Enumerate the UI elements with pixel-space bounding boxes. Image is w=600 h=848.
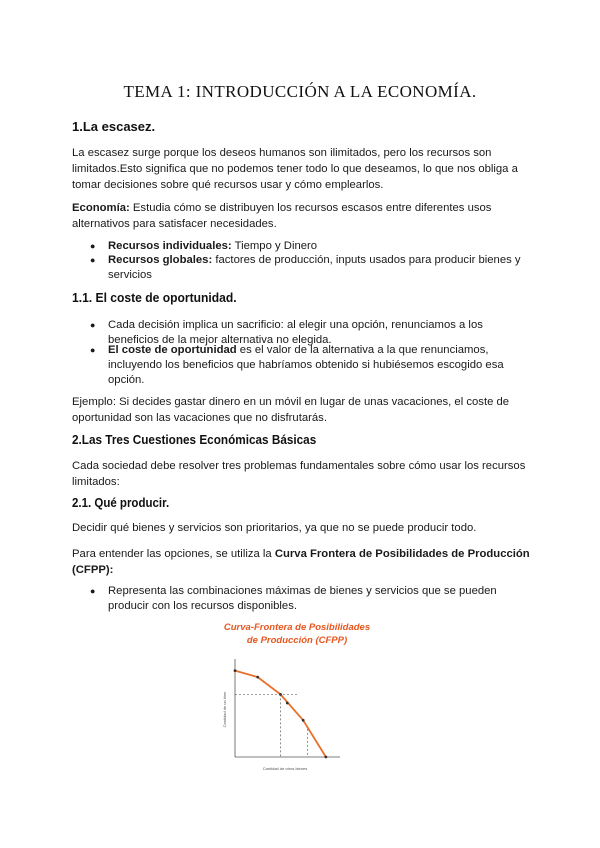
- bullet-icon: ●: [90, 241, 96, 251]
- coste-oportunidad-text: es el valor de la alternativa a la que renunciamos, incluyendo los beneficios que habríamos obtenido si hubiésemos escogido esa opción.: [108, 344, 504, 386]
- list-item: [90, 343, 528, 388]
- bullet-icon: ●: [90, 345, 96, 355]
- cfpp-intro-text: Para entender las opciones, se utiliza la: [72, 548, 275, 560]
- figure-title-line1: Curva-Frontera de Posibilidades: [223, 622, 371, 633]
- figure-title-line2: de Producción (CFPP): [246, 635, 348, 646]
- curve-point: [256, 676, 259, 679]
- term-recursos-individuales: Recursos individuales:: [108, 240, 232, 252]
- page-title: TEMA 1: INTRODUCCIÓN A LA ECONOMÍA.: [123, 82, 477, 101]
- paragraph-prioritarios: Decidir qué bienes y servicios son prioritarios, ya que no se puede producir todo.: [72, 522, 477, 534]
- recursos-globales-text: factores de producción, inputs usados para producir bienes y servicios: [108, 254, 521, 281]
- heading-tres-cuestiones: 2.Las Tres Cuestiones Económicas Básicas: [72, 433, 317, 447]
- paragraph-ejemplo: Ejemplo: Si decides gastar dinero en un móvil en lugar de unas vacaciones, el coste de oportunidad son las vacaciones que no disfrutarás.: [72, 396, 510, 424]
- list-item: [90, 584, 528, 614]
- paragraph-tres-problemas: Cada sociedad debe resolver tres problemas fundamentales sobre cómo usar los recursos limitados:: [72, 460, 526, 488]
- term-recursos-globales: Recursos globales:: [108, 254, 213, 266]
- term-cfpp: Curva Frontera de Posibilidades de Producción (CFPP):: [72, 548, 530, 576]
- heading-coste-oportunidad: 1.1. El coste de oportunidad.: [72, 290, 237, 305]
- recursos-individuales-text: Tiempo y Dinero: [231, 240, 318, 252]
- paragraph-cfpp-intro: [72, 546, 532, 578]
- paragraph-economia-definicion: [72, 200, 532, 232]
- term-coste-oportunidad: El coste de oportunidad: [108, 344, 237, 356]
- interior-point: [286, 702, 289, 705]
- economia-definicion-text: Estudia cómo se distribuyen los recursos escasos entre diferentes usos alternativos para satisfacer necesidades.: [72, 202, 492, 230]
- paragraph-escasez: La escasez surge porque los deseos humanos son ilimitados, pero los recursos son limitados.Esto significa que no podemos tener todo lo que deseamos, lo que nos obliga a tomar decisiones sobre qué recursos usar y cómo emplearlos.: [72, 147, 518, 191]
- y-axis-label: Cantidad de un bien: [222, 691, 227, 728]
- bullet-icon: ●: [90, 320, 96, 330]
- list-item: [90, 253, 528, 283]
- heading-la-escasez: 1.La escasez.: [72, 119, 156, 134]
- term-economia: Economía:: [72, 202, 130, 214]
- curve-point: [302, 719, 305, 722]
- cfpp-figure: [200, 615, 380, 775]
- sacrificio-text: Cada decisión implica un sacrificio: al elegir una opción, renunciamos a los beneficios de la mejor alternativa no elegida.: [108, 319, 483, 346]
- bullet-icon: ●: [90, 255, 96, 265]
- list-item: [90, 239, 528, 254]
- curve-point: [325, 756, 328, 759]
- heading-que-producir: 2.1. Qué producir.: [72, 496, 170, 510]
- curve-point: [234, 669, 237, 672]
- bullet-icon: ●: [90, 586, 96, 596]
- x-axis-label: Cantidad de otros bienes: [262, 766, 308, 771]
- cfpp-representa-text: Representa las combinaciones máximas de bienes y servicios que se pueden producir con los recursos disponibles.: [108, 585, 497, 612]
